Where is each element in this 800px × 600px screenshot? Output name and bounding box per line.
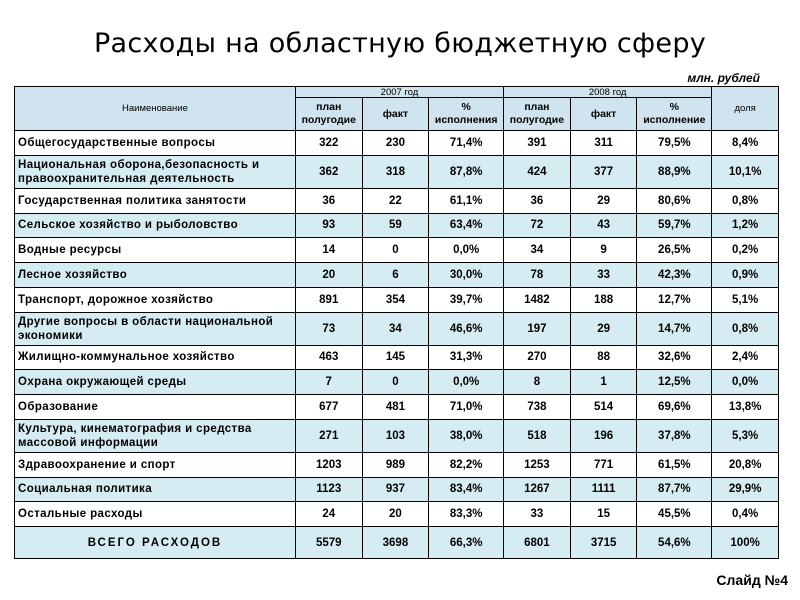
cell-plan-2008: 1267 [504,477,571,502]
cell-fact-2007: 230 [362,131,429,156]
cell-plan-2008: 738 [504,395,571,420]
cell-plan-2008: 1482 [504,287,571,312]
table-row [15,452,779,477]
cell-plan-2007: 7 [295,370,362,395]
table-row [15,263,779,288]
cell-share: 100% [712,527,779,559]
cell-percent-2007: 63,4% [429,213,504,238]
cell-percent-2007: 87,8% [429,155,504,188]
cell-fact-2007: 20 [362,502,429,527]
budget-table [14,86,779,559]
cell-plan-2007: 891 [295,287,362,312]
row-label: Общегосударственные вопросы [15,131,296,156]
cell-percent-2008: 54,6% [637,527,712,559]
row-label: Транспорт, дорожное хозяйство [15,287,296,312]
header-share: доля [712,87,779,131]
cell-fact-2007: 22 [362,188,429,213]
cell-plan-2007: 73 [295,312,362,345]
cell-percent-2008: 26,5% [637,238,712,263]
cell-fact-2008: 1 [570,370,637,395]
cell-fact-2007: 989 [362,452,429,477]
cell-percent-2008: 59,7% [637,213,712,238]
table-row [15,131,779,156]
cell-plan-2008: 72 [504,213,571,238]
cell-plan-2007: 5579 [295,527,362,559]
cell-fact-2008: 15 [570,502,637,527]
cell-share: 0,8% [712,312,779,345]
cell-fact-2008: 9 [570,238,637,263]
row-label: Другие вопросы в области национальной экономики [15,312,296,345]
header-2008-plan: план полугодие [504,98,571,131]
row-label: Культура, кинематография и средства массовой информации [15,419,296,452]
cell-plan-2008: 197 [504,312,571,345]
cell-percent-2007: 38,0% [429,419,504,452]
row-label: Охрана окружающей среды [15,370,296,395]
cell-share: 2,4% [712,345,779,370]
table-row [15,155,779,188]
cell-percent-2007: 83,3% [429,502,504,527]
cell-share: 0,8% [712,188,779,213]
row-label: Водные ресурсы [15,238,296,263]
cell-fact-2007: 3698 [362,527,429,559]
cell-share: 0,4% [712,502,779,527]
cell-plan-2008: 33 [504,502,571,527]
cell-fact-2007: 6 [362,263,429,288]
cell-plan-2007: 271 [295,419,362,452]
cell-plan-2007: 1203 [295,452,362,477]
cell-plan-2007: 322 [295,131,362,156]
row-label: ВСЕГО РАСХОДОВ [15,527,296,559]
cell-share: 13,8% [712,395,779,420]
cell-fact-2008: 771 [570,452,637,477]
cell-percent-2008: 69,6% [637,395,712,420]
cell-fact-2008: 43 [570,213,637,238]
cell-fact-2007: 0 [362,238,429,263]
cell-share: 5,1% [712,287,779,312]
cell-fact-2008: 29 [570,188,637,213]
cell-plan-2007: 1123 [295,477,362,502]
cell-plan-2007: 20 [295,263,362,288]
cell-plan-2008: 8 [504,370,571,395]
cell-percent-2008: 61,5% [637,452,712,477]
row-label: Жилищно-коммунальное хозяйство [15,345,296,370]
total-row [15,527,779,559]
cell-fact-2007: 34 [362,312,429,345]
table-row [15,502,779,527]
cell-percent-2008: 37,8% [637,419,712,452]
cell-percent-2007: 0,0% [429,370,504,395]
row-label: Национальная оборона,безопасность и правоохранительная деятельность [15,155,296,188]
cell-percent-2007: 83,4% [429,477,504,502]
cell-share: 29,9% [712,477,779,502]
cell-share: 5,3% [712,419,779,452]
header-year-2007: 2007 год [295,87,503,98]
cell-fact-2008: 514 [570,395,637,420]
cell-fact-2007: 354 [362,287,429,312]
cell-percent-2008: 12,5% [637,370,712,395]
cell-percent-2007: 82,2% [429,452,504,477]
cell-fact-2008: 188 [570,287,637,312]
cell-plan-2008: 518 [504,419,571,452]
cell-percent-2008: 88,9% [637,155,712,188]
cell-percent-2007: 71,0% [429,395,504,420]
cell-fact-2007: 318 [362,155,429,188]
table-row [15,395,779,420]
table-row [15,312,779,345]
cell-plan-2008: 34 [504,238,571,263]
header-2008-percent: % исполнение [637,98,712,131]
cell-percent-2007: 30,0% [429,263,504,288]
cell-plan-2007: 677 [295,395,362,420]
header-2007-fact: факт [362,98,429,131]
cell-percent-2008: 87,7% [637,477,712,502]
cell-plan-2007: 24 [295,502,362,527]
cell-percent-2008: 42,3% [637,263,712,288]
header-year-2008: 2008 год [504,87,712,98]
cell-plan-2008: 270 [504,345,571,370]
cell-share: 20,8% [712,452,779,477]
table-row [15,213,779,238]
cell-fact-2008: 3715 [570,527,637,559]
table-row [15,188,779,213]
row-label: Образование [15,395,296,420]
cell-percent-2007: 61,1% [429,188,504,213]
cell-plan-2008: 424 [504,155,571,188]
table-header [15,87,779,131]
cell-fact-2008: 1111 [570,477,637,502]
cell-percent-2008: 32,6% [637,345,712,370]
cell-plan-2007: 36 [295,188,362,213]
cell-percent-2008: 45,5% [637,502,712,527]
cell-fact-2008: 33 [570,263,637,288]
cell-percent-2007: 39,7% [429,287,504,312]
cell-percent-2007: 66,3% [429,527,504,559]
table-row [15,477,779,502]
cell-percent-2008: 14,7% [637,312,712,345]
cell-percent-2007: 0,0% [429,238,504,263]
cell-fact-2007: 481 [362,395,429,420]
cell-plan-2008: 1253 [504,452,571,477]
cell-share: 10,1% [712,155,779,188]
cell-plan-2007: 93 [295,213,362,238]
cell-fact-2007: 0 [362,370,429,395]
row-label: Здравоохранение и спорт [15,452,296,477]
units-label: млн. рублей [687,71,760,85]
cell-fact-2007: 59 [362,213,429,238]
cell-plan-2007: 362 [295,155,362,188]
cell-percent-2007: 46,6% [429,312,504,345]
cell-percent-2007: 31,3% [429,345,504,370]
cell-percent-2008: 79,5% [637,131,712,156]
cell-percent-2008: 80,6% [637,188,712,213]
cell-fact-2007: 145 [362,345,429,370]
table-row [15,370,779,395]
row-label: Государственная политика занятости [15,188,296,213]
cell-share: 0,2% [712,238,779,263]
slide-title: Расходы на областную бюджетную сферу [93,28,707,59]
cell-plan-2008: 78 [504,263,571,288]
cell-share: 8,4% [712,131,779,156]
cell-fact-2008: 29 [570,312,637,345]
table-row [15,238,779,263]
table-row [15,419,779,452]
slide-number: Слайд №4 [716,572,788,588]
cell-share: 0,9% [712,263,779,288]
header-name: Наименование [15,87,296,131]
row-label: Остальные расходы [15,502,296,527]
row-label: Социальная политика [15,477,296,502]
cell-plan-2008: 36 [504,188,571,213]
row-label: Лесное хозяйство [15,263,296,288]
cell-share: 1,2% [712,213,779,238]
cell-fact-2008: 377 [570,155,637,188]
header-2007-percent: % исполнения [429,98,504,131]
cell-plan-2008: 391 [504,131,571,156]
cell-percent-2007: 71,4% [429,131,504,156]
cell-fact-2007: 103 [362,419,429,452]
cell-fact-2008: 311 [570,131,637,156]
cell-plan-2007: 463 [295,345,362,370]
table-row [15,345,779,370]
cell-fact-2008: 196 [570,419,637,452]
table-row [15,287,779,312]
cell-plan-2008: 6801 [504,527,571,559]
cell-percent-2008: 12,7% [637,287,712,312]
cell-plan-2007: 14 [295,238,362,263]
cell-share: 0,0% [712,370,779,395]
row-label: Сельское хозяйство и рыболовство [15,213,296,238]
cell-fact-2008: 88 [570,345,637,370]
header-2008-fact: факт [570,98,637,131]
cell-fact-2007: 937 [362,477,429,502]
table-body [15,131,779,559]
header-2007-plan: план полугодие [295,98,362,131]
